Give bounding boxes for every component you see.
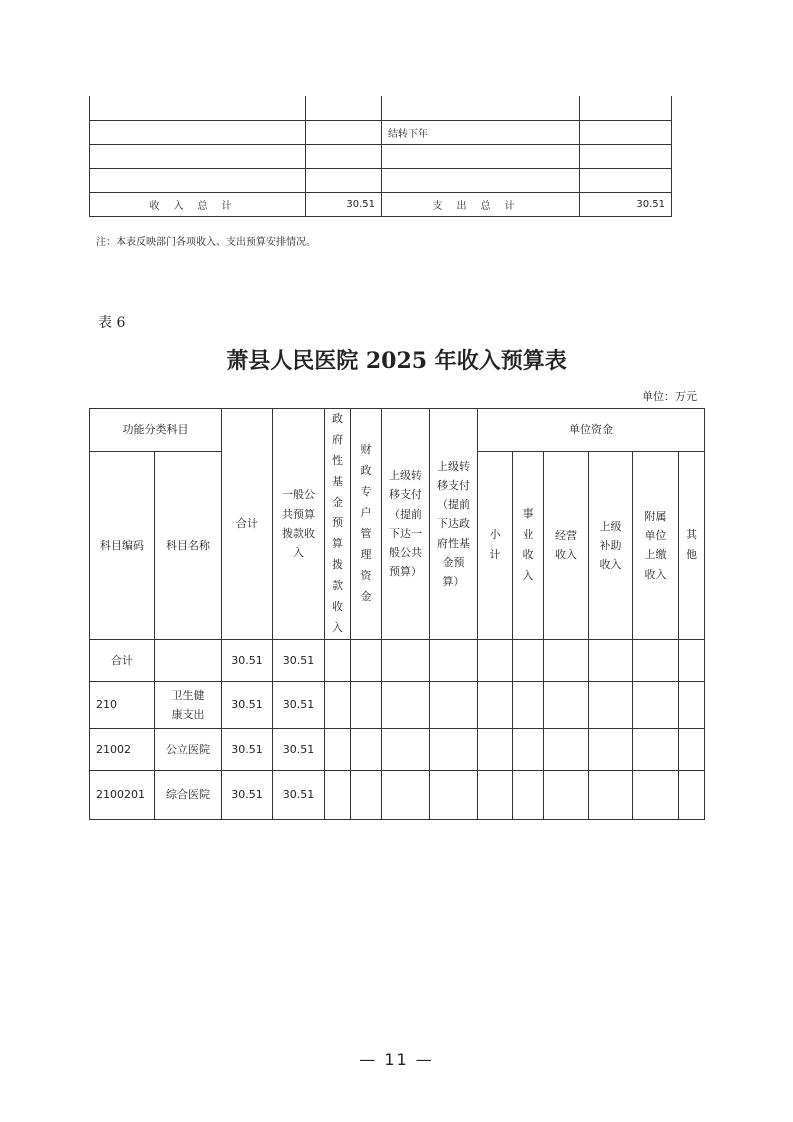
table-row: [90, 96, 672, 120]
row-general: 30.51: [273, 770, 325, 819]
table-row: [90, 728, 705, 770]
table-cell: [382, 144, 580, 168]
table-cell: [306, 168, 382, 192]
income-expense-summary-table: [89, 96, 672, 217]
row-general: 30.51: [273, 639, 325, 681]
table-cell: [90, 120, 306, 144]
header-transfer-fund: 上级转移支付（提前下达政府性基金预算）: [436, 459, 470, 589]
unit-label: 单位：万元: [642, 390, 697, 403]
table-cell: [580, 144, 672, 168]
table-cell: [90, 168, 306, 192]
header-name: 科目名称: [155, 452, 222, 640]
expense-total-value: 30.51: [580, 192, 672, 216]
row-name: 综合医院: [155, 770, 222, 819]
income-total-value: 30.51: [306, 192, 382, 216]
row-name: 公立医院: [155, 728, 222, 770]
header-row: [90, 409, 705, 452]
table-label: 表 6: [98, 315, 126, 331]
page-title: 萧县人民医院 2025 年收入预算表: [226, 348, 567, 374]
row-total: 30.51: [222, 639, 273, 681]
row-name: [155, 639, 222, 681]
expense-total-label: 支出总计: [382, 192, 580, 216]
page-number: — 11 —: [359, 1050, 434, 1069]
table-cell: [580, 96, 672, 120]
row-code: 2100201: [90, 770, 155, 819]
table-cell: [382, 96, 580, 120]
table-row: [90, 681, 705, 728]
total-row: [90, 192, 672, 216]
header-special-account: 财政专户管理资金: [360, 443, 372, 603]
header-general-budget: 一般公共预算拨款收入: [281, 488, 315, 560]
row-total: 30.51: [222, 728, 273, 770]
table-cell: 结转下年: [382, 120, 580, 144]
header-career-income: 事业收入: [522, 506, 534, 583]
row-general: 30.51: [273, 681, 325, 728]
row-name: 卫生健康支出: [171, 688, 205, 721]
table-note: 注：本表反映部门各项收入、支出预算安排情况。: [96, 237, 316, 248]
header-func-class: 功能分类科目: [90, 409, 222, 452]
row-code: 合计: [90, 639, 155, 681]
header-operating-income: 经营收入: [555, 529, 577, 562]
table-cell: [306, 144, 382, 168]
header-other: 其他: [686, 527, 697, 562]
table-row: [90, 770, 705, 819]
row-total: 30.51: [222, 681, 273, 728]
header-transfer-general: 上级转移支付（提前下达一般公共预算）: [388, 469, 422, 579]
table-row: [90, 120, 672, 144]
row-general: 30.51: [273, 728, 325, 770]
table-row: [90, 168, 672, 192]
header-gov-fund: 政府性基金预算拨款收入: [332, 412, 343, 634]
header-subsidy-income: 上级补助收入: [599, 519, 622, 572]
table-cell: [580, 168, 672, 192]
header-subtotal: 小计: [489, 527, 501, 562]
header-unit-funds: 单位资金: [478, 409, 705, 452]
income-total-label: 收入总计: [90, 192, 306, 216]
row-code: 210: [90, 681, 155, 728]
table-cell: [382, 168, 580, 192]
table-cell: [306, 96, 382, 120]
header-code: 科目编码: [90, 452, 155, 640]
table-cell: [90, 144, 306, 168]
income-budget-table: [89, 408, 705, 820]
table-row: [90, 639, 705, 681]
row-total: 30.51: [222, 770, 273, 819]
table-row: [90, 144, 672, 168]
table-cell: [90, 96, 306, 120]
table-cell: [306, 120, 382, 144]
header-affiliated-income: 附属单位上缴收入: [644, 509, 667, 581]
header-total: 合计: [222, 409, 273, 640]
table-cell: [580, 120, 672, 144]
row-code: 21002: [90, 728, 155, 770]
